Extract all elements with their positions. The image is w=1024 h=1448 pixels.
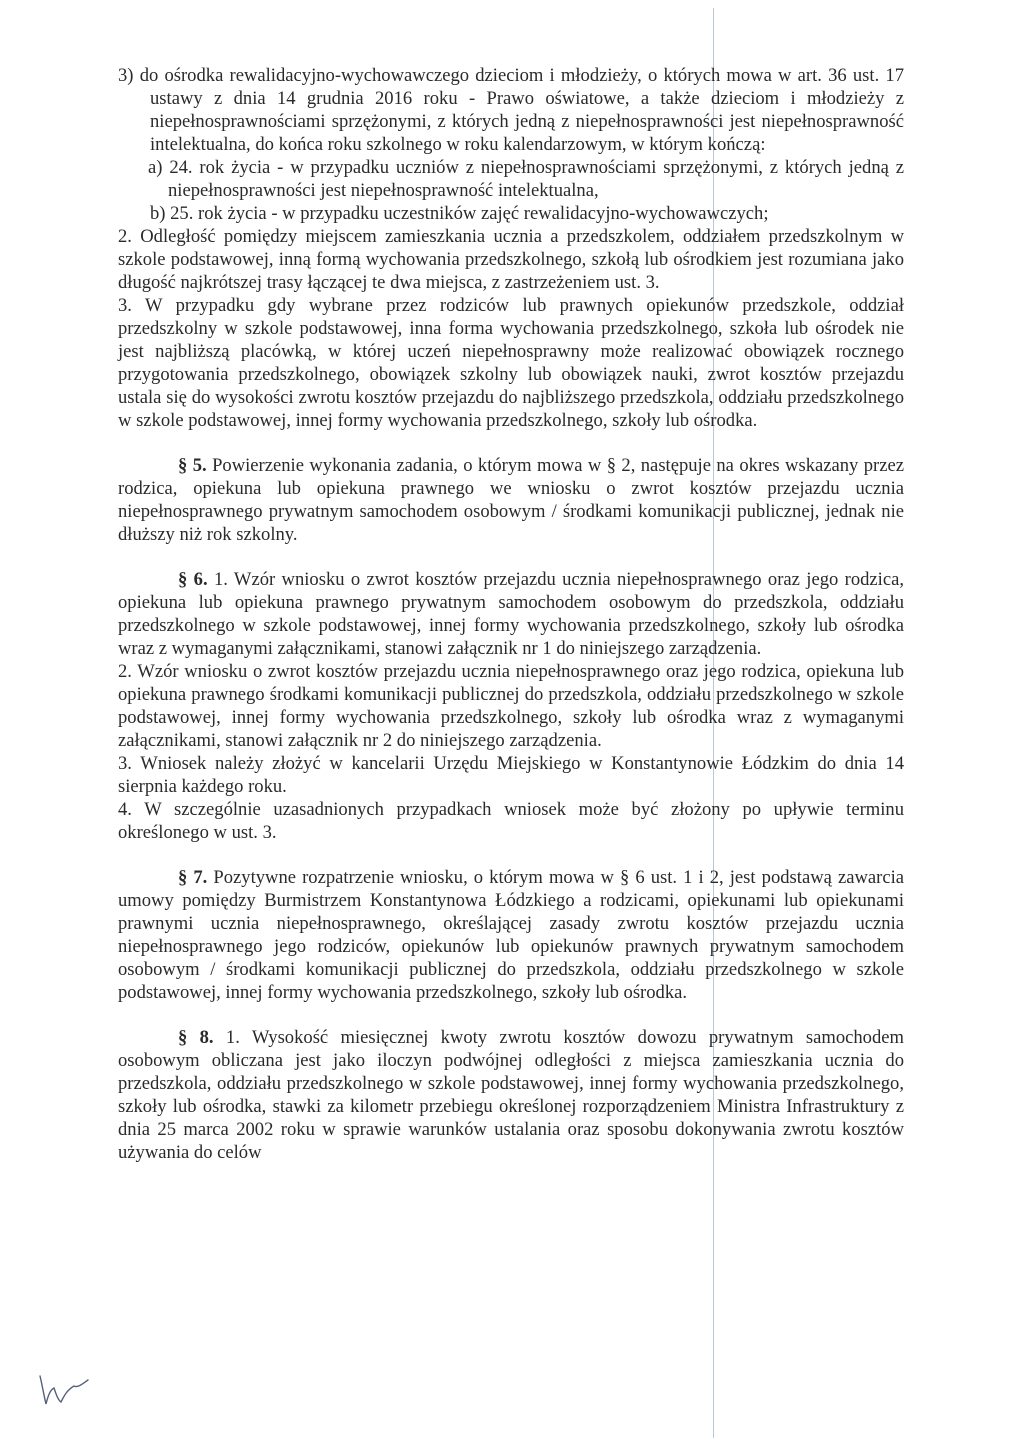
section-4-paragraph-3: 3. W przypadku gdy wybrane przez rodziców lub prawnych opiekunów przedszkole, oddział przedszkolny w szkole podstawowej, inna forma wychowania przedszkolnego, szkoła lub ośrodek nie jest najbliższą placówką, w której uczeń niepełnosprawny może realizować obowiązek rocznego przygotowania przedszkolnego, obowiązek szkolny lub obowiązek nauki, zwrot kosztów przejazdu ustala się do wysokości zwrotu kosztów przejazdu do najbliższego przedszkola, oddziału przedszkolnego w szkole podstawowej, innej formy wychowania przedszkolnego, szkoły lub ośrodka.: [118, 295, 904, 431]
section-6-paragraph-1: [118, 568, 904, 660]
document-body: [118, 64, 904, 1164]
item-3-text: do ośrodka rewalidacyjno-wychowawczego dzieciom i młodzieży, o których mowa w art. 36 ust. 17 ustawy z dnia 14 grudnia 2016 roku - Prawo oświatowe, a także dzieciom i młodzieży z niepełnosprawnościami sprzężonymi, z których jedną z niepełnosprawności jest niepełnosprawność intelektualna, do końca roku szkolnego w roku kalendarzowym, w którym kończą:: [139, 65, 904, 155]
section-6-paragraph-3: 3. Wniosek należy złożyć w kancelarii Urzędu Miejskiego w Konstantynowie Łódzkim do dnia 14 sierpnia każdego roku.: [118, 753, 904, 797]
handwritten-initials: [34, 1370, 94, 1410]
item-3-label: 3): [118, 65, 134, 86]
section-6-number: § 6.: [178, 569, 208, 590]
item-3a: a) 24. rok życia - w przypadku uczniów z niepełnosprawnościami sprzężonymi, z których jedną z niepełnosprawności jest niepełnosprawność intelektualna,: [148, 157, 904, 201]
section-5-number: § 5.: [178, 455, 207, 476]
section-8-number: § 8.: [178, 1027, 214, 1048]
section-4-paragraph-2: 2. Odległość pomiędzy miejscem zamieszkania ucznia a przedszkolem, oddziałem przedszkolnym w szkole podstawowej, inną formą wychowania przedszkolnego, szkołą lub ośrodkiem jest rozumiana jako długość najkrótszej trasy łączącej te dwa miejsca, z zastrzeżeniem ust. 3.: [118, 226, 904, 293]
section-6-paragraph-2: 2. Wzór wniosku o zwrot kosztów przejazdu ucznia niepełnosprawnego oraz jego rodzica, opiekuna lub opiekuna prawnego środkami komunikacji publicznej do przedszkola, oddziału przedszkolnego w szkole podstawowej, innej formy wychowania przedszkolnego, szkoły lub ośrodka wraz z wymaganymi załącznikami, stanowi załącznik nr 2 do niniejszego zarządzenia.: [118, 661, 904, 751]
section-8-text: 1. Wysokość miesięcznej kwoty zwrotu kosztów dowozu prywatnym samochodem osobowym obliczana jest jako iloczyn podwójnej odległości z miejsca zamieszkania ucznia do przedszkola, oddziału przedszkolnego w szkole podstawowej, innej formy wychowania przedszkolnego, szkoły lub ośrodka, stawki za kilometr przebiegu określonej rozporządzeniem Ministra Infrastruktury z dnia 25 marca 2002 roku w sprawie warunków ustalania oraz sposobu dokonywania zwrotu kosztów używania do celów: [118, 1027, 904, 1163]
section-6-text-1: 1. Wzór wniosku o zwrot kosztów przejazdu ucznia niepełnosprawnego oraz jego rodzica, opiekuna lub opiekuna prawnego prywatnym samochodem osobowym do przedszkola, oddziału przedszkolnego w szkole podstawowej, innej formy wychowania przedszkolnego, szkoły lub ośrodka wraz z wymaganymi załącznikami, stanowi załącznik nr 1 do niniejszego zarządzenia.: [118, 569, 904, 659]
section-7-number: § 7.: [178, 867, 208, 888]
section-6-paragraph-4: 4. W szczególnie uzasadnionych przypadkach wniosek może być złożony po upływie terminu określonego w ust. 3.: [118, 799, 904, 843]
section-5-text: Powierzenie wykonania zadania, o którym mowa w § 2, następuje na okres wskazany przez rodzica, opiekuna lub opiekuna prawnego we wniosku o zwrot kosztów przejazdu ucznia niepełnosprawnego prywatnym samochodem osobowym / środkami komunikacji publicznej, jednak nie dłuższy niż rok szkolny.: [118, 455, 904, 545]
item-3-paragraph: [118, 64, 904, 156]
section-7: [118, 866, 904, 1004]
section-8: [118, 1026, 904, 1164]
item-3b: b) 25. rok życia - w przypadku uczestników zajęć rewalidacyjno-wychowawczych;: [150, 203, 769, 224]
section-5: [118, 454, 904, 546]
section-7-text: Pozytywne rozpatrzenie wniosku, o którym mowa w § 6 ust. 1 i 2, jest podstawą zawarcia umowy pomiędzy Burmistrzem Konstantynowa Łódzkiego a rodzicami, opiekunami lub opiekunami prawnymi ucznia niepełnosprawnego, określającej zasady zwrotu kosztów przejazdu ucznia niepełnosprawnego jego rodziców, opiekunów lub opiekunów prawnych prywatnym samochodem osobowym / środkami komunikacji publicznej do przedszkola, oddziału przedszkolnego w szkole podstawowej, innej formy wychowania przedszkolnego, szkoły lub ośrodka.: [118, 867, 904, 1003]
